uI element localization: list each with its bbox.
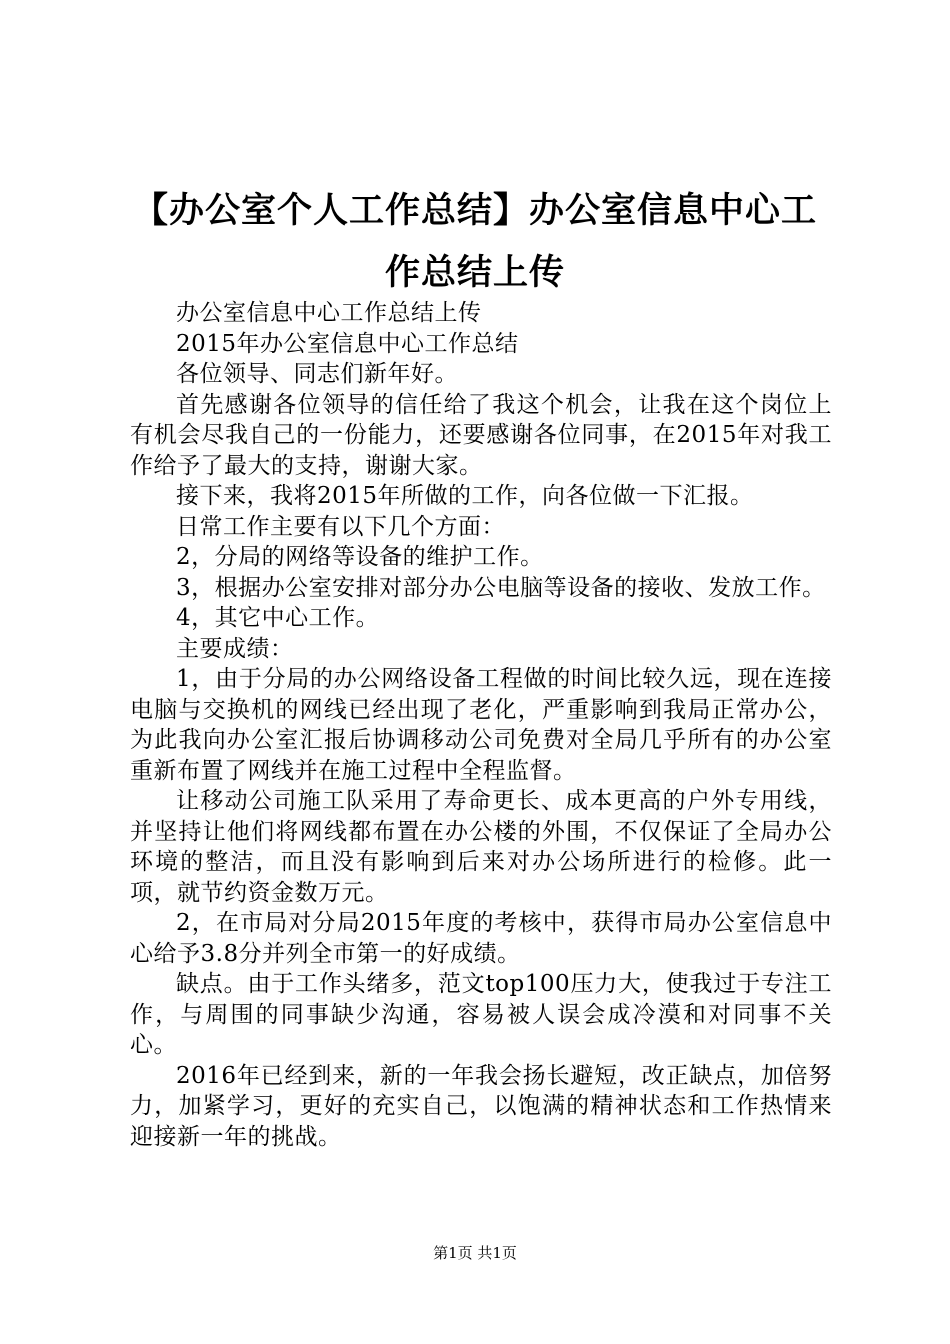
paragraph: 2016年已经到来，新的一年我会扬长避短，改正缺点，加倍努力，加紧学习，更好的充实自己，以饱满的精神状态和工作热情来迎接新一年的挑战。 <box>130 1062 832 1150</box>
paragraph: 2，分局的网络等设备的维护工作。 <box>176 544 544 570</box>
paragraph: 1，由于分局的办公网络设备工程做的时间比较久远，现在连接电脑与交换机的网线已经出现了老化，严重影响到我局正常办公，为此我向办公室汇报后协调移动公司免费对全局几乎所有的办公室重新布置了网线并在施工过程中全程监督。 <box>130 666 832 784</box>
paragraph: 4，其它中心工作。 <box>176 605 380 631</box>
paragraph: 各位领导、同志们新年好。 <box>176 361 458 387</box>
paragraph: 2，在市局对分局2015年度的考核中，获得市局办公室信息中心给予3.8分并列全市第一的好成绩。 <box>130 910 832 967</box>
paragraph: 缺点。由于工作头绪多，范文top100压力大，使我过于专注工作，与周围的同事缺少沟通，容易被人误会成冷漠和对同事不关心。 <box>130 971 832 1058</box>
paragraph: 2015年办公室信息中心工作总结 <box>176 330 519 357</box>
paragraph: 办公室信息中心工作总结上传 <box>176 300 482 326</box>
paragraph: 主要成绩： <box>176 635 294 662</box>
document-body <box>130 298 832 1152</box>
page-footer: 第1页 共1页 <box>433 1244 517 1262</box>
paragraph: 首先感谢各位领导的信任给了我这个机会，让我在这个岗位上有机会尽我自己的一份能力，还要感谢各位同事，在2015年对我工作给予了最大的支持，谢谢大家。 <box>130 391 832 479</box>
paragraph: 接下来，我将2015年所做的工作，向各位做一下汇报。 <box>176 483 754 509</box>
document-title: 【办公室个人工作总结】办公室信息中心工作总结上传 <box>132 191 817 293</box>
paragraph: 让移动公司施工队采用了寿命更长、成本更高的户外专用线，并坚持让他们将网线都布置在办公楼的外围，不仅保证了全局办公环境的整洁，而且没有影响到后来对办公场所进行的检修。此一项，就节约资金数万元。 <box>130 788 832 906</box>
paragraph: 日常工作主要有以下几个方面： <box>176 513 505 540</box>
paragraph: 3，根据办公室安排对部分办公电脑等设备的接收、发放工作。 <box>176 574 826 601</box>
